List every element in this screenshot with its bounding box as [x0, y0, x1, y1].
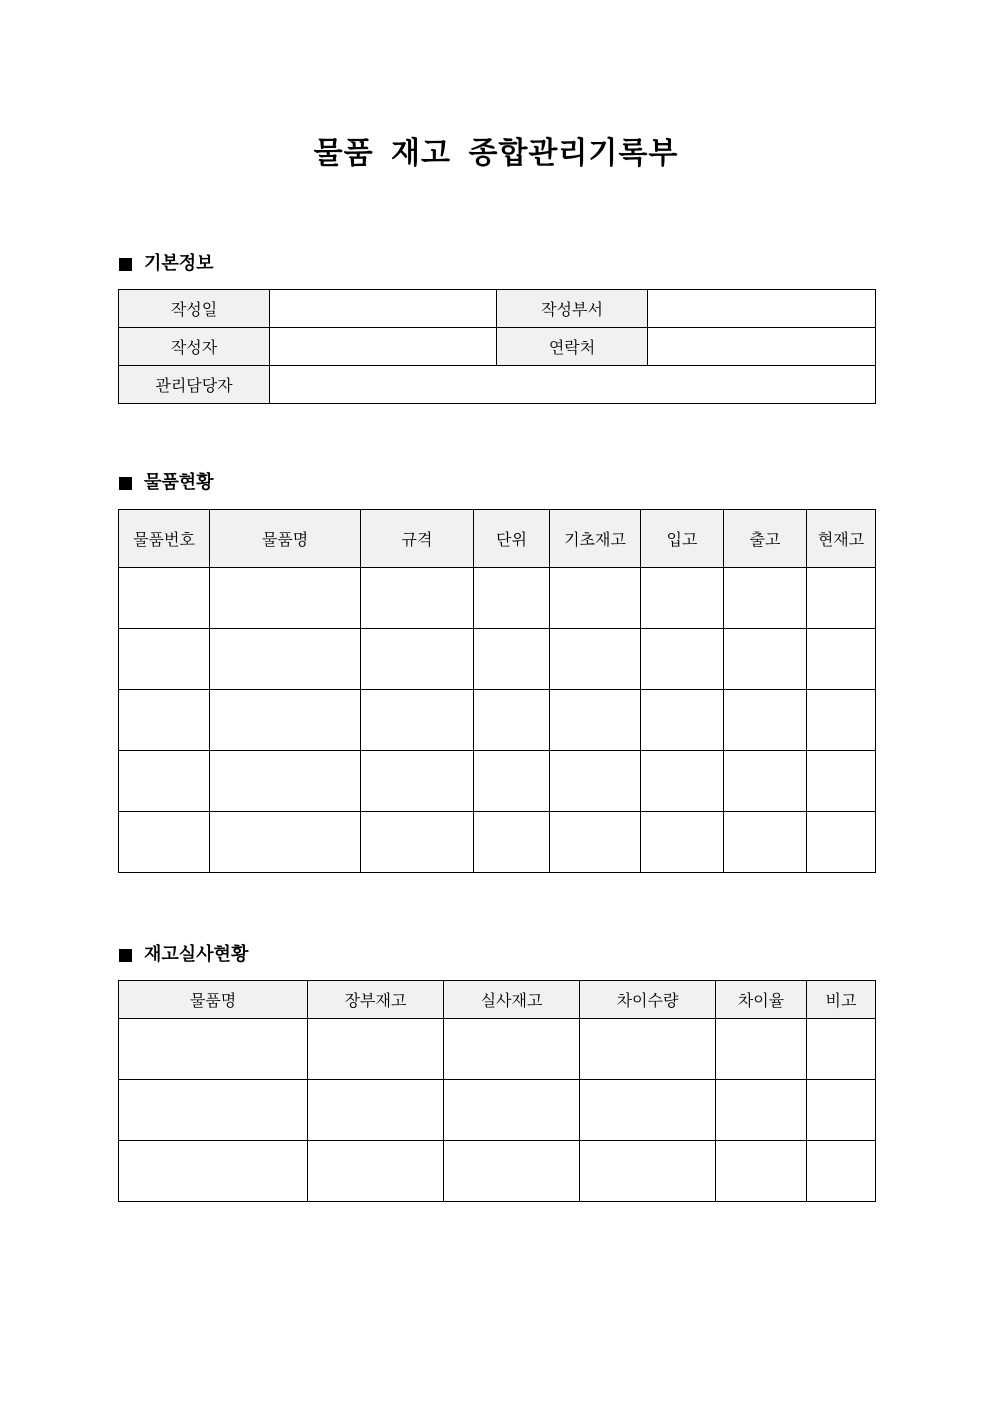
- table-cell[interactable]: [474, 751, 550, 812]
- items-heading: [119, 471, 214, 495]
- table-row: [119, 290, 876, 328]
- table-cell[interactable]: [474, 629, 550, 690]
- table-cell[interactable]: [119, 751, 210, 812]
- items-heading-label: 물품현황: [144, 472, 214, 493]
- column-header: 입고: [641, 510, 724, 568]
- page-title: 물품 재고 종합관리기록부: [313, 136, 679, 171]
- table-cell[interactable]: [807, 629, 876, 690]
- table-cell[interactable]: [550, 690, 641, 751]
- table-row: [119, 629, 876, 690]
- date-label: 작성일: [119, 290, 270, 328]
- column-header: 실사재고: [444, 981, 580, 1019]
- contact-label: 연락처: [497, 328, 648, 366]
- column-header: 물품명: [210, 510, 361, 568]
- table-cell[interactable]: [119, 690, 210, 751]
- table-row: [119, 1019, 876, 1080]
- table-cell[interactable]: [361, 629, 474, 690]
- audit-table: [118, 980, 876, 1202]
- table-cell[interactable]: [807, 1141, 876, 1202]
- basic-info-table: [118, 289, 876, 404]
- manager-field[interactable]: [270, 366, 876, 404]
- table-cell[interactable]: [724, 812, 807, 873]
- department-field[interactable]: [648, 290, 876, 328]
- table-cell[interactable]: [641, 568, 724, 629]
- table-cell[interactable]: [807, 751, 876, 812]
- table-cell[interactable]: [474, 568, 550, 629]
- audit-heading: [119, 943, 248, 967]
- table-cell[interactable]: [724, 751, 807, 812]
- table-header-row: [119, 981, 876, 1019]
- table-cell[interactable]: [119, 1019, 308, 1080]
- table-cell[interactable]: [444, 1080, 580, 1141]
- column-header: 기초재고: [550, 510, 641, 568]
- table-row: [119, 690, 876, 751]
- table-cell[interactable]: [580, 1141, 716, 1202]
- table-cell[interactable]: [119, 1080, 308, 1141]
- table-cell[interactable]: [210, 751, 361, 812]
- table-cell[interactable]: [119, 629, 210, 690]
- table-cell[interactable]: [550, 751, 641, 812]
- column-header: 차이수량: [580, 981, 716, 1019]
- contact-field[interactable]: [648, 328, 876, 366]
- department-label: 작성부서: [497, 290, 648, 328]
- table-cell[interactable]: [807, 812, 876, 873]
- manager-label: 관리담당자: [119, 366, 270, 404]
- table-cell[interactable]: [361, 568, 474, 629]
- basic-info-heading: [119, 252, 214, 276]
- table-cell[interactable]: [580, 1080, 716, 1141]
- table-cell[interactable]: [550, 568, 641, 629]
- table-cell[interactable]: [716, 1080, 807, 1141]
- table-row: [119, 1141, 876, 1202]
- column-header: 물품번호: [119, 510, 210, 568]
- table-cell[interactable]: [724, 629, 807, 690]
- table-cell[interactable]: [474, 690, 550, 751]
- author-label: 작성자: [119, 328, 270, 366]
- column-header: 장부재고: [308, 981, 444, 1019]
- table-cell[interactable]: [807, 1019, 876, 1080]
- square-bullet-icon: [119, 949, 132, 962]
- table-cell[interactable]: [308, 1141, 444, 1202]
- table-header-row: [119, 510, 876, 568]
- table-row: [119, 812, 876, 873]
- square-bullet-icon: [119, 477, 132, 490]
- author-field[interactable]: [270, 328, 497, 366]
- table-cell[interactable]: [724, 690, 807, 751]
- table-cell[interactable]: [716, 1019, 807, 1080]
- table-row: [119, 1080, 876, 1141]
- column-header: 물품명: [119, 981, 308, 1019]
- column-header: 규격: [361, 510, 474, 568]
- table-cell[interactable]: [119, 1141, 308, 1202]
- table-cell[interactable]: [119, 568, 210, 629]
- square-bullet-icon: [119, 258, 132, 271]
- column-header: 단위: [474, 510, 550, 568]
- table-row: [119, 366, 876, 404]
- audit-heading-label: 재고실사현황: [144, 944, 249, 965]
- table-cell[interactable]: [361, 690, 474, 751]
- table-cell[interactable]: [641, 690, 724, 751]
- date-field[interactable]: [270, 290, 497, 328]
- table-cell[interactable]: [580, 1019, 716, 1080]
- table-cell[interactable]: [210, 568, 361, 629]
- table-cell[interactable]: [444, 1019, 580, 1080]
- table-cell[interactable]: [641, 629, 724, 690]
- table-cell[interactable]: [807, 568, 876, 629]
- table-cell[interactable]: [474, 812, 550, 873]
- table-cell[interactable]: [641, 751, 724, 812]
- table-cell[interactable]: [308, 1019, 444, 1080]
- table-cell[interactable]: [210, 690, 361, 751]
- table-row: [119, 751, 876, 812]
- table-cell[interactable]: [724, 568, 807, 629]
- table-row: [119, 328, 876, 366]
- table-cell[interactable]: [361, 751, 474, 812]
- column-header: 차이율: [716, 981, 807, 1019]
- column-header: 비고: [807, 981, 876, 1019]
- table-cell[interactable]: [210, 812, 361, 873]
- table-cell[interactable]: [641, 812, 724, 873]
- table-cell[interactable]: [308, 1080, 444, 1141]
- table-cell[interactable]: [550, 812, 641, 873]
- column-header: 출고: [724, 510, 807, 568]
- table-cell[interactable]: [807, 690, 876, 751]
- items-table: [118, 509, 876, 873]
- table-cell[interactable]: [444, 1141, 580, 1202]
- table-cell[interactable]: [807, 1080, 876, 1141]
- table-cell[interactable]: [716, 1141, 807, 1202]
- column-header: 현재고: [807, 510, 876, 568]
- table-cell[interactable]: [210, 629, 361, 690]
- table-cell[interactable]: [361, 812, 474, 873]
- basic-info-heading-label: 기본정보: [144, 253, 214, 274]
- table-cell[interactable]: [119, 812, 210, 873]
- table-cell[interactable]: [550, 629, 641, 690]
- table-row: [119, 568, 876, 629]
